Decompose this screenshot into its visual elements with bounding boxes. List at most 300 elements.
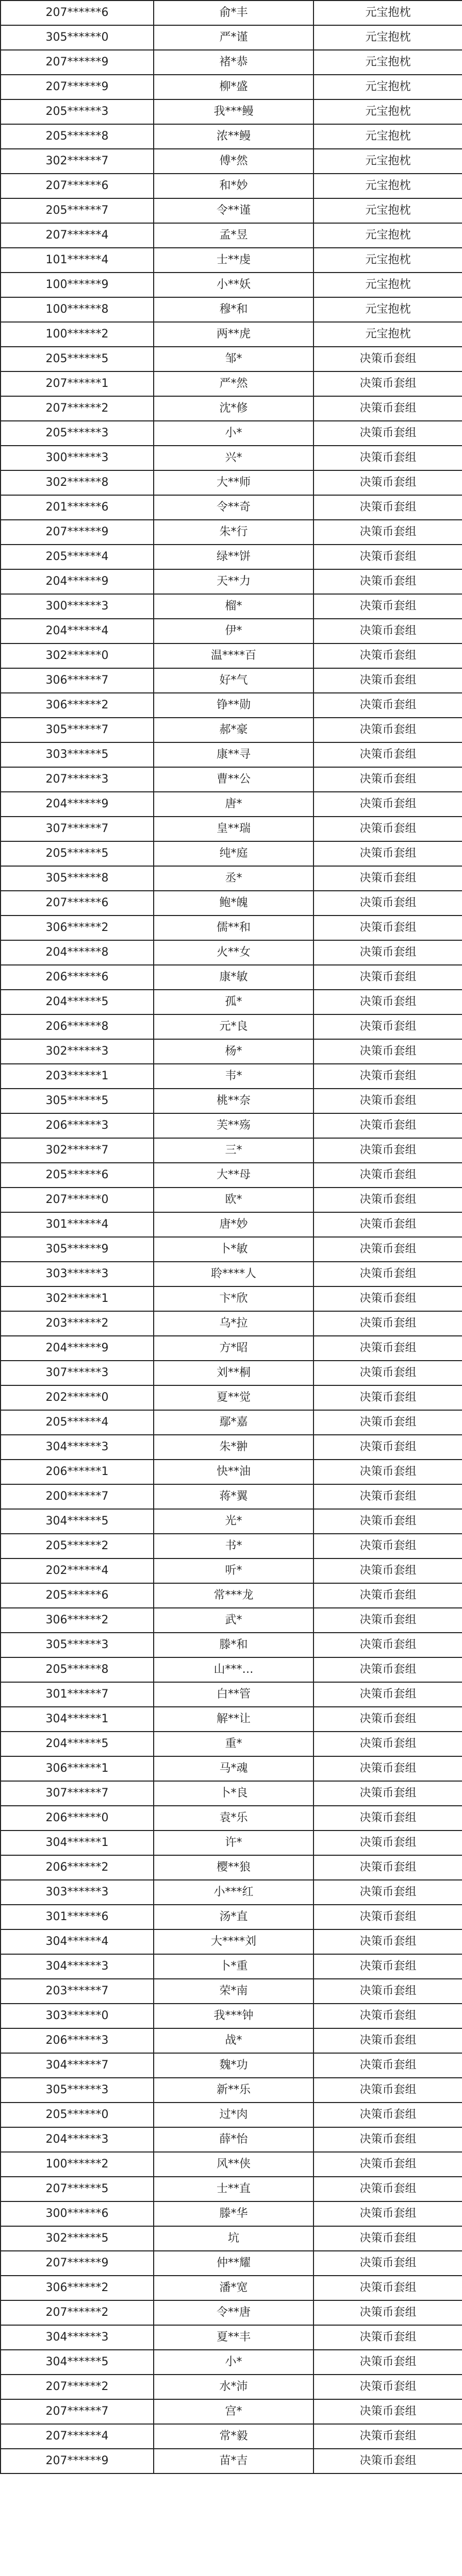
table-row bbox=[1, 2127, 462, 2152]
prize-cell: 决策币套组 bbox=[314, 1732, 462, 1756]
prize-cell: 决策币套组 bbox=[314, 1361, 462, 1385]
user-name-cell: 白**管 bbox=[154, 1682, 314, 1707]
user-id-cell: 306******2 bbox=[1, 1608, 154, 1633]
user-id-cell: 301******7 bbox=[1, 1682, 154, 1707]
user-id-cell: 304******4 bbox=[1, 1929, 154, 1954]
prize-cell: 决策币套组 bbox=[314, 2053, 462, 2078]
table-row bbox=[1, 990, 462, 1014]
table-row bbox=[1, 1410, 462, 1435]
table-row bbox=[1, 25, 462, 50]
user-id-cell: 307******3 bbox=[1, 1361, 154, 1385]
prize-cell: 元宝抱枕 bbox=[314, 124, 462, 149]
user-name-cell: 袁*乐 bbox=[154, 1806, 314, 1831]
user-name-cell: 小* bbox=[154, 2350, 314, 2375]
user-id-cell: 206******1 bbox=[1, 1460, 154, 1484]
user-name-cell: 丞* bbox=[154, 866, 314, 891]
user-name-cell: 严*然 bbox=[154, 371, 314, 396]
table-row bbox=[1, 1286, 462, 1311]
prize-cell: 决策币套组 bbox=[314, 545, 462, 569]
prize-cell: 决策币套组 bbox=[314, 421, 462, 446]
prize-cell: 决策币套组 bbox=[314, 1534, 462, 1558]
user-id-cell: 303******3 bbox=[1, 1880, 154, 1905]
table-row bbox=[1, 1237, 462, 1262]
table-row bbox=[1, 916, 462, 940]
prize-cell: 元宝抱枕 bbox=[314, 322, 462, 347]
table-row bbox=[1, 2375, 462, 2399]
user-id-cell: 202******4 bbox=[1, 1558, 154, 1583]
user-name-cell: 仲**耀 bbox=[154, 2251, 314, 2276]
user-id-cell: 303******0 bbox=[1, 2004, 154, 2028]
table-row bbox=[1, 2251, 462, 2276]
user-name-cell: 两**虎 bbox=[154, 322, 314, 347]
table-row bbox=[1, 1855, 462, 1880]
user-name-cell: 沈*修 bbox=[154, 396, 314, 421]
user-id-cell: 100******2 bbox=[1, 2152, 154, 2177]
user-name-cell: 儒**和 bbox=[154, 916, 314, 940]
table-row bbox=[1, 2399, 462, 2424]
table-row bbox=[1, 1188, 462, 1212]
user-name-cell: 我***钟 bbox=[154, 2004, 314, 2028]
user-id-cell: 207******2 bbox=[1, 396, 154, 421]
table-row bbox=[1, 297, 462, 322]
user-id-cell: 205******4 bbox=[1, 545, 154, 569]
table-row bbox=[1, 347, 462, 371]
user-id-cell: 205******4 bbox=[1, 1410, 154, 1435]
prize-cell: 决策币套组 bbox=[314, 2078, 462, 2103]
prize-cell: 决策币套组 bbox=[314, 1385, 462, 1410]
table-row bbox=[1, 470, 462, 495]
table-row bbox=[1, 2004, 462, 2028]
table-row bbox=[1, 1633, 462, 1657]
user-id-cell: 207******7 bbox=[1, 2399, 154, 2424]
user-id-cell: 207******9 bbox=[1, 75, 154, 99]
prize-cell: 元宝抱枕 bbox=[314, 198, 462, 223]
user-id-cell: 207******6 bbox=[1, 891, 154, 916]
user-id-cell: 306******7 bbox=[1, 668, 154, 693]
table-row bbox=[1, 2053, 462, 2078]
prize-cell: 决策币套组 bbox=[314, 1435, 462, 1460]
table-row bbox=[1, 75, 462, 99]
user-id-cell: 205******7 bbox=[1, 198, 154, 223]
user-name-cell: 方*昭 bbox=[154, 1336, 314, 1361]
table-row bbox=[1, 767, 462, 792]
table-row bbox=[1, 1831, 462, 1855]
user-id-cell: 206******6 bbox=[1, 965, 154, 990]
user-id-cell: 203******2 bbox=[1, 1311, 154, 1336]
prize-cell: 决策币套组 bbox=[314, 396, 462, 421]
user-name-cell: 苗*吉 bbox=[154, 2449, 314, 2473]
prize-cell: 元宝抱枕 bbox=[314, 50, 462, 75]
prize-cell: 决策币套组 bbox=[314, 891, 462, 916]
user-name-cell: 纯*庭 bbox=[154, 841, 314, 866]
prize-cell: 决策币套组 bbox=[314, 817, 462, 841]
user-id-cell: 205******5 bbox=[1, 347, 154, 371]
user-name-cell: 乌*拉 bbox=[154, 1311, 314, 1336]
prize-cell: 决策币套组 bbox=[314, 520, 462, 545]
user-id-cell: 204******4 bbox=[1, 619, 154, 643]
table-row bbox=[1, 2177, 462, 2201]
table-row bbox=[1, 2449, 462, 2473]
user-name-cell: 蒋*翼 bbox=[154, 1484, 314, 1509]
user-id-cell: 205******8 bbox=[1, 1657, 154, 1682]
user-name-cell: 荣*南 bbox=[154, 1979, 314, 2004]
user-id-cell: 207******9 bbox=[1, 50, 154, 75]
prize-cell: 决策币套组 bbox=[314, 470, 462, 495]
prize-cell: 决策币套组 bbox=[314, 1905, 462, 1929]
prize-cell: 元宝抱枕 bbox=[314, 99, 462, 124]
user-name-cell: 樱**狼 bbox=[154, 1855, 314, 1880]
table-row bbox=[1, 446, 462, 470]
user-name-cell: 刘**桐 bbox=[154, 1361, 314, 1385]
user-id-cell: 207******0 bbox=[1, 1188, 154, 1212]
user-name-cell: 水*沛 bbox=[154, 2375, 314, 2399]
table-row bbox=[1, 1732, 462, 1756]
user-id-cell: 304******1 bbox=[1, 1707, 154, 1732]
prize-cell: 元宝抱枕 bbox=[314, 297, 462, 322]
user-id-cell: 207******9 bbox=[1, 2449, 154, 2473]
user-id-cell: 207******6 bbox=[1, 1, 154, 25]
table-row bbox=[1, 99, 462, 124]
table-row bbox=[1, 1064, 462, 1089]
table-row bbox=[1, 50, 462, 75]
user-id-cell: 302******0 bbox=[1, 643, 154, 668]
user-id-cell: 302******7 bbox=[1, 1138, 154, 1163]
prize-cell: 决策币套组 bbox=[314, 495, 462, 520]
prize-cell: 决策币套组 bbox=[314, 1880, 462, 1905]
prize-cell: 决策币套组 bbox=[314, 1781, 462, 1806]
table-row bbox=[1, 495, 462, 520]
user-name-cell: 韦* bbox=[154, 1064, 314, 1089]
table-row bbox=[1, 693, 462, 718]
table-row bbox=[1, 1089, 462, 1113]
user-id-cell: 207******4 bbox=[1, 2424, 154, 2449]
user-name-cell: 魏*功 bbox=[154, 2053, 314, 2078]
prize-cell: 决策币套组 bbox=[314, 1608, 462, 1633]
table-row bbox=[1, 396, 462, 421]
user-name-cell: 浓**鳗 bbox=[154, 124, 314, 149]
user-id-cell: 301******6 bbox=[1, 1905, 154, 1929]
table-row bbox=[1, 1682, 462, 1707]
user-name-cell: 武* bbox=[154, 1608, 314, 1633]
prize-cell: 决策币套组 bbox=[314, 569, 462, 594]
table-row bbox=[1, 569, 462, 594]
user-name-cell: 孤* bbox=[154, 990, 314, 1014]
prize-cell: 决策币套组 bbox=[314, 1707, 462, 1732]
user-id-cell: 302******7 bbox=[1, 149, 154, 174]
user-name-cell: 薛*怡 bbox=[154, 2127, 314, 2152]
table-row bbox=[1, 1484, 462, 1509]
prize-cell: 元宝抱枕 bbox=[314, 1, 462, 25]
user-id-cell: 304******3 bbox=[1, 1954, 154, 1979]
user-name-cell: 穆*和 bbox=[154, 297, 314, 322]
user-name-cell: 许* bbox=[154, 1831, 314, 1855]
user-name-cell: 兴* bbox=[154, 446, 314, 470]
prize-cell: 决策币套组 bbox=[314, 1954, 462, 1979]
table-row bbox=[1, 2350, 462, 2375]
user-id-cell: 305******0 bbox=[1, 25, 154, 50]
prize-cell: 决策币套组 bbox=[314, 1979, 462, 2004]
prize-cell: 决策币套组 bbox=[314, 990, 462, 1014]
user-name-cell: 和*妙 bbox=[154, 174, 314, 198]
table-row bbox=[1, 940, 462, 965]
user-id-cell: 204******8 bbox=[1, 940, 154, 965]
table-row bbox=[1, 2201, 462, 2226]
prize-cell: 决策币套组 bbox=[314, 2004, 462, 2028]
user-id-cell: 100******8 bbox=[1, 297, 154, 322]
prize-cell: 元宝抱枕 bbox=[314, 174, 462, 198]
prize-cell: 决策币套组 bbox=[314, 2127, 462, 2152]
prize-cell: 决策币套组 bbox=[314, 594, 462, 619]
user-name-cell: 朱*行 bbox=[154, 520, 314, 545]
user-id-cell: 302******5 bbox=[1, 2226, 154, 2251]
user-name-cell: 解**让 bbox=[154, 1707, 314, 1732]
user-id-cell: 201******6 bbox=[1, 495, 154, 520]
user-name-cell: 铮**勋 bbox=[154, 693, 314, 718]
user-id-cell: 204******3 bbox=[1, 2127, 154, 2152]
prize-cell: 元宝抱枕 bbox=[314, 248, 462, 273]
user-id-cell: 300******3 bbox=[1, 594, 154, 619]
table-row bbox=[1, 668, 462, 693]
prize-cell: 决策币套组 bbox=[314, 643, 462, 668]
prize-cell: 决策币套组 bbox=[314, 1014, 462, 1039]
prize-cell: 决策币套组 bbox=[314, 1831, 462, 1855]
user-name-cell: 邹* bbox=[154, 347, 314, 371]
prize-cell: 决策币套组 bbox=[314, 1188, 462, 1212]
table-row bbox=[1, 1311, 462, 1336]
prize-cell: 决策币套组 bbox=[314, 1410, 462, 1435]
user-id-cell: 203******7 bbox=[1, 1979, 154, 2004]
prize-cell: 决策币套组 bbox=[314, 2226, 462, 2251]
user-id-cell: 304******3 bbox=[1, 1435, 154, 1460]
user-id-cell: 303******5 bbox=[1, 742, 154, 767]
user-id-cell: 207******6 bbox=[1, 174, 154, 198]
user-name-cell: 宫* bbox=[154, 2399, 314, 2424]
table-row bbox=[1, 718, 462, 742]
table-row bbox=[1, 2300, 462, 2325]
user-id-cell: 205******6 bbox=[1, 1583, 154, 1608]
user-id-cell: 206******3 bbox=[1, 1113, 154, 1138]
prize-cell: 元宝抱枕 bbox=[314, 75, 462, 99]
table-row bbox=[1, 1014, 462, 1039]
prize-cell: 决策币套组 bbox=[314, 1558, 462, 1583]
user-name-cell: 桃**奈 bbox=[154, 1089, 314, 1113]
user-name-cell: 三* bbox=[154, 1138, 314, 1163]
user-name-cell: 大**母 bbox=[154, 1163, 314, 1188]
user-name-cell: 鲍*魄 bbox=[154, 891, 314, 916]
user-name-cell: 绿**饼 bbox=[154, 545, 314, 569]
user-name-cell: 夏**丰 bbox=[154, 2325, 314, 2350]
prize-cell: 决策币套组 bbox=[314, 1336, 462, 1361]
prize-cell: 决策币套组 bbox=[314, 2028, 462, 2053]
user-id-cell: 205******0 bbox=[1, 2103, 154, 2127]
table-row bbox=[1, 1435, 462, 1460]
user-id-cell: 202******0 bbox=[1, 1385, 154, 1410]
user-name-cell: 俞*丰 bbox=[154, 1, 314, 25]
prize-cell: 决策币套组 bbox=[314, 965, 462, 990]
user-id-cell: 304******7 bbox=[1, 2053, 154, 2078]
prize-cell: 决策币套组 bbox=[314, 1039, 462, 1064]
table-row bbox=[1, 2276, 462, 2300]
prize-cell: 元宝抱枕 bbox=[314, 149, 462, 174]
user-name-cell: 战* bbox=[154, 2028, 314, 2053]
user-name-cell: 小* bbox=[154, 421, 314, 446]
prize-cell: 决策币套组 bbox=[314, 1484, 462, 1509]
user-id-cell: 100******9 bbox=[1, 273, 154, 297]
user-id-cell: 206******8 bbox=[1, 1014, 154, 1039]
user-name-cell: 卞*欣 bbox=[154, 1286, 314, 1311]
user-name-cell: 大****刘 bbox=[154, 1929, 314, 1954]
table-row bbox=[1, 792, 462, 817]
prize-cell: 决策币套组 bbox=[314, 1064, 462, 1089]
table-row bbox=[1, 322, 462, 347]
table-row bbox=[1, 2103, 462, 2127]
table-row bbox=[1, 1781, 462, 1806]
user-name-cell: 潘*宽 bbox=[154, 2276, 314, 2300]
prize-cell: 决策币套组 bbox=[314, 866, 462, 891]
user-id-cell: 205******3 bbox=[1, 99, 154, 124]
table-row bbox=[1, 2152, 462, 2177]
user-name-cell: 曹**公 bbox=[154, 767, 314, 792]
user-id-cell: 304******1 bbox=[1, 1831, 154, 1855]
prize-cell: 决策币套组 bbox=[314, 1262, 462, 1286]
user-name-cell: 皇**瑞 bbox=[154, 817, 314, 841]
prize-cell: 决策币套组 bbox=[314, 446, 462, 470]
user-id-cell: 206******0 bbox=[1, 1806, 154, 1831]
prize-cell: 决策币套组 bbox=[314, 1113, 462, 1138]
user-id-cell: 203******1 bbox=[1, 1064, 154, 1089]
user-id-cell: 207******5 bbox=[1, 2177, 154, 2201]
prize-cell: 决策币套组 bbox=[314, 2449, 462, 2473]
user-id-cell: 205******8 bbox=[1, 124, 154, 149]
table-row bbox=[1, 2424, 462, 2449]
user-id-cell: 204******5 bbox=[1, 1732, 154, 1756]
prize-cell: 决策币套组 bbox=[314, 371, 462, 396]
user-name-cell: 唐*妙 bbox=[154, 1212, 314, 1237]
prize-cell: 决策币套组 bbox=[314, 2424, 462, 2449]
prize-cell: 决策币套组 bbox=[314, 1311, 462, 1336]
user-name-cell: 好*气 bbox=[154, 668, 314, 693]
user-id-cell: 207******4 bbox=[1, 223, 154, 248]
prize-cell: 决策币套组 bbox=[314, 940, 462, 965]
table-row bbox=[1, 965, 462, 990]
prize-cell: 决策币套组 bbox=[314, 2276, 462, 2300]
prize-cell: 决策币套组 bbox=[314, 742, 462, 767]
table-row bbox=[1, 643, 462, 668]
prize-cell: 决策币套组 bbox=[314, 1509, 462, 1534]
user-id-cell: 306******1 bbox=[1, 1756, 154, 1781]
user-id-cell: 205******2 bbox=[1, 1534, 154, 1558]
user-id-cell: 306******2 bbox=[1, 693, 154, 718]
prize-cell: 决策币套组 bbox=[314, 916, 462, 940]
prize-cell: 决策币套组 bbox=[314, 2399, 462, 2424]
user-id-cell: 101******4 bbox=[1, 248, 154, 273]
prize-cell: 决策币套组 bbox=[314, 347, 462, 371]
user-name-cell: 温****百 bbox=[154, 643, 314, 668]
table-row bbox=[1, 198, 462, 223]
prize-cell: 决策币套组 bbox=[314, 1633, 462, 1657]
user-id-cell: 306******2 bbox=[1, 916, 154, 940]
table-row bbox=[1, 1929, 462, 1954]
prize-cell: 决策币套组 bbox=[314, 2177, 462, 2201]
user-name-cell: 伊* bbox=[154, 619, 314, 643]
user-name-cell: 康*敏 bbox=[154, 965, 314, 990]
user-name-cell: 聆****人 bbox=[154, 1262, 314, 1286]
prize-cell: 元宝抱枕 bbox=[314, 273, 462, 297]
table-row bbox=[1, 1707, 462, 1732]
user-id-cell: 307******7 bbox=[1, 817, 154, 841]
user-name-cell: 我***鳗 bbox=[154, 99, 314, 124]
user-name-cell: 鄢*嘉 bbox=[154, 1410, 314, 1435]
user-id-cell: 206******2 bbox=[1, 1855, 154, 1880]
table-row bbox=[1, 273, 462, 297]
table-row bbox=[1, 1558, 462, 1583]
table-row bbox=[1, 2226, 462, 2251]
table-row bbox=[1, 520, 462, 545]
user-name-cell: 欧* bbox=[154, 1188, 314, 1212]
user-id-cell: 302******1 bbox=[1, 1286, 154, 1311]
prize-cell: 决策币套组 bbox=[314, 2251, 462, 2276]
table-row bbox=[1, 1163, 462, 1188]
user-id-cell: 300******6 bbox=[1, 2201, 154, 2226]
prize-cell: 决策币套组 bbox=[314, 619, 462, 643]
table-row bbox=[1, 1756, 462, 1781]
user-id-cell: 305******5 bbox=[1, 1089, 154, 1113]
table-row bbox=[1, 891, 462, 916]
user-name-cell: 山***… bbox=[154, 1657, 314, 1682]
user-id-cell: 304******3 bbox=[1, 2325, 154, 2350]
user-id-cell: 305******8 bbox=[1, 866, 154, 891]
prize-cell: 决策币套组 bbox=[314, 668, 462, 693]
table-row bbox=[1, 149, 462, 174]
user-id-cell: 305******9 bbox=[1, 1237, 154, 1262]
table-row bbox=[1, 1608, 462, 1633]
user-id-cell: 305******3 bbox=[1, 1633, 154, 1657]
user-id-cell: 207******3 bbox=[1, 767, 154, 792]
table-row bbox=[1, 248, 462, 273]
prize-cell: 决策币套组 bbox=[314, 1682, 462, 1707]
user-name-cell: 风**侠 bbox=[154, 2152, 314, 2177]
user-id-cell: 204******9 bbox=[1, 569, 154, 594]
table-row bbox=[1, 1979, 462, 2004]
prize-cell: 决策币套组 bbox=[314, 2325, 462, 2350]
table-row bbox=[1, 1262, 462, 1286]
table-row bbox=[1, 174, 462, 198]
user-id-cell: 204******9 bbox=[1, 792, 154, 817]
user-id-cell: 304******5 bbox=[1, 2350, 154, 2375]
prize-cell: 决策币套组 bbox=[314, 1756, 462, 1781]
table-row bbox=[1, 866, 462, 891]
user-name-cell: 坑 bbox=[154, 2226, 314, 2251]
user-name-cell: 郝*豪 bbox=[154, 718, 314, 742]
user-name-cell: 书* bbox=[154, 1534, 314, 1558]
user-name-cell: 大**师 bbox=[154, 470, 314, 495]
user-name-cell: 卜*重 bbox=[154, 1954, 314, 1979]
table-row bbox=[1, 1138, 462, 1163]
prize-cell: 决策币套组 bbox=[314, 767, 462, 792]
table-row bbox=[1, 1460, 462, 1484]
prize-cell: 决策币套组 bbox=[314, 1657, 462, 1682]
prize-cell: 元宝抱枕 bbox=[314, 25, 462, 50]
table-row bbox=[1, 1806, 462, 1831]
prize-cell: 决策币套组 bbox=[314, 2300, 462, 2325]
prize-cell: 决策币套组 bbox=[314, 693, 462, 718]
table-row bbox=[1, 124, 462, 149]
user-id-cell: 207******2 bbox=[1, 2300, 154, 2325]
user-id-cell: 207******9 bbox=[1, 520, 154, 545]
user-name-cell: 天**力 bbox=[154, 569, 314, 594]
user-name-cell: 马*魂 bbox=[154, 1756, 314, 1781]
user-name-cell: 令**奇 bbox=[154, 495, 314, 520]
